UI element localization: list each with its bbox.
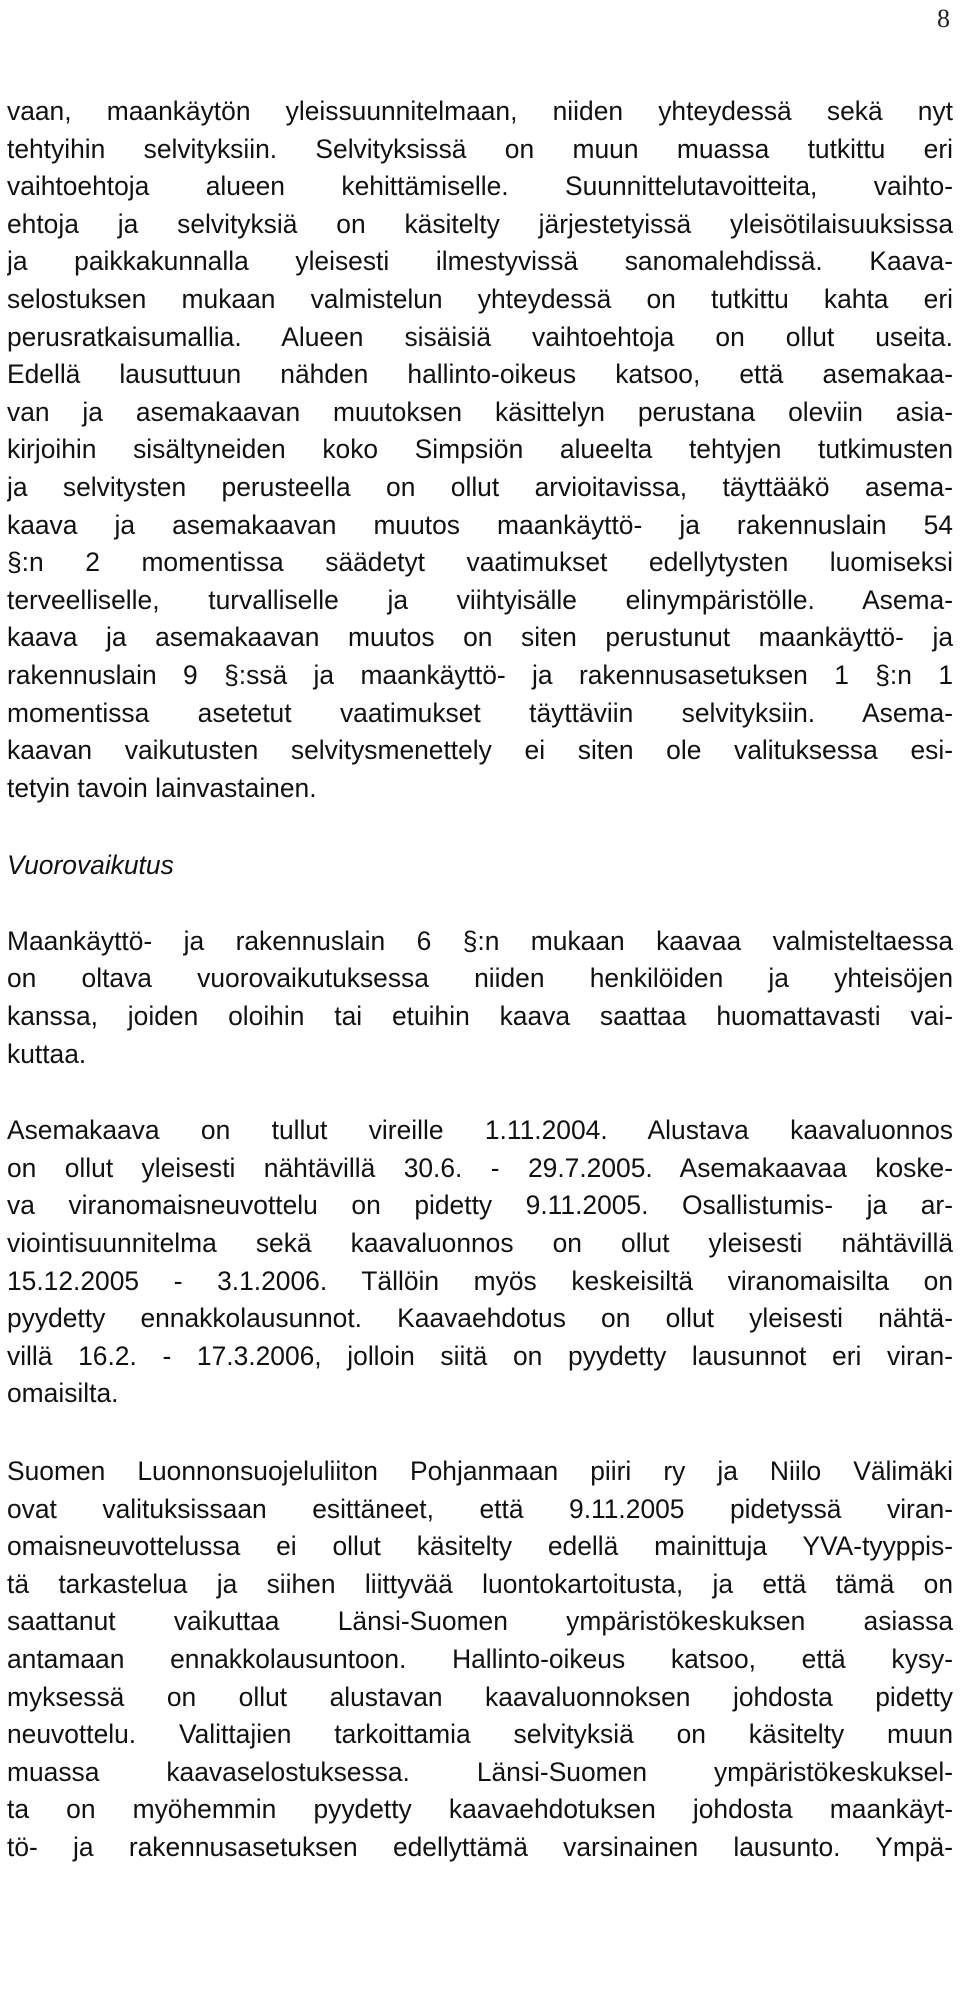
text-line: ja selvitysten perusteella on ollut arvioitavissa, täyttääkö asema- [7,471,953,502]
page-number: 8 [937,4,950,33]
text-line: va viranomaisneuvottelu on pidetty 9.11.2005. Osallistumis- ja ar- [7,1190,953,1221]
text-line: 15.12.2005 - 3.1.2006. Tällöin myös keskeisiltä viranomaisilta on [7,1265,953,1296]
text-line: kirjoihin sisältyneiden koko Simpsiön alueelta tehtyjen tutkimusten [7,434,953,465]
text-line: kaavan vaikutusten selvitysmenettely ei siten ole valituksessa esi- [7,735,953,766]
text-line: tetyin tavoin lainvastainen. [7,772,317,803]
paragraph-3 [7,1112,953,1413]
text-line: terveelliselle, turvalliselle ja viihtyisälle elinympäristölle. Asema- [7,584,953,615]
text-line: tä tarkastelua ja siihen liittyvää luontokartoitusta, ja että tämä on [7,1568,953,1599]
text-line: tö- ja rakennusasetuksen edellyttämä varsinainen lausunto. Ympä- [7,1831,953,1862]
text-line: kuttaa. [7,1038,87,1069]
text-line: Maankäyttö- ja rakennuslain 6 §:n mukaan kaavaa valmisteltaessa [7,925,953,956]
text-line: on ollut yleisesti nähtävillä 30.6. - 29.7.2005. Asemakaavaa koske- [7,1152,953,1183]
text-line: momentissa asetetut vaatimukset täyttäviin selvityksiin. Asema- [7,697,953,728]
text-line: on oltava vuorovaikutuksessa niiden henkilöiden ja yhteisöjen [7,963,953,994]
text-line: omaisilta. [7,1378,119,1409]
section-heading-vuorovaikutus: Vuorovaikutus [7,850,174,881]
text-line: selostuksen mukaan valmistelun yhteydessä on tutkittu kahta eri [7,283,953,314]
text-line: ehtoja ja selvityksiä on käsitelty järjestetyissä yleisötilaisuuksissa [7,208,953,239]
text-line: ta on myöhemmin pyydetty kaavaehdotuksen johdosta maankäyt- [7,1794,953,1825]
text-line: perusratkaisumallia. Alueen sisäisiä vaihtoehtoja on ollut useita. [7,321,953,352]
text-line: omaisneuvottelussa ei ollut käsitelty edellä mainittuja YVA-tyyppis- [7,1531,953,1562]
text-line: kanssa, joiden oloihin tai etuihin kaava saattaa huomattavasti vai- [7,1001,953,1032]
text-line: kaava ja asemakaavan muutos on siten perustunut maankäyttö- ja [7,622,953,653]
text-line: vaan, maankäytön yleissuunnitelmaan, niiden yhteydessä sekä nyt [7,96,953,126]
text-line: van ja asemakaavan muutoksen käsittelyn perustana oleviin asia- [7,396,953,427]
text-line: ovat valituksissaan esittäneet, että 9.11.2005 pidetyssä viran- [7,1493,953,1524]
text-line: ja paikkakunnalla yleisesti ilmestyvissä sanomalehdissä. Kaava- [7,246,953,277]
text-line: vaihtoehtoja alueen kehittämiselle. Suunnittelutavoitteita, vaihto- [7,171,953,202]
text-line: villä 16.2. - 17.3.2006, jolloin siitä on pyydetty lausunnot eri viran- [7,1340,953,1371]
text-line: Asemakaava on tullut vireille 1.11.2004. Alustava kaavaluonnos [7,1115,953,1146]
paragraph-1 [7,93,953,807]
text-line: antamaan ennakkolausuntoon. Hallinto-oikeus katsoo, että kysy- [7,1643,953,1674]
text-line: kaava ja asemakaavan muutos maankäyttö- ja rakennuslain 54 [7,509,953,540]
text-line: §:n 2 momentissa säädetyt vaatimukset edellytysten luomiseksi [7,547,953,578]
document-body [7,93,953,1867]
text-line: rakennuslain 9 §:ssä ja maankäyttö- ja rakennusasetuksen 1 §:n 1 [7,659,953,690]
text-line: saattanut vaikuttaa Länsi-Suomen ympäristökeskuksen asiassa [7,1606,953,1637]
text-line: Edellä lausuttuun nähden hallinto-oikeus katsoo, että asemakaa- [7,359,953,390]
text-line: tehtyihin selvityksiin. Selvityksissä on muun muassa tutkittu eri [7,133,953,164]
text-line: Suomen Luonnonsuojeluliiton Pohjanmaan piiri ry ja Niilo Välimäki [7,1456,953,1486]
paragraph-4 [7,1453,953,1867]
text-line: neuvottelu. Valittajien tarkoittamia selvityksiä on käsitelty muun [7,1719,953,1750]
text-line: muassa kaavaselostuksessa. Länsi-Suomen ympäristökeskuksel- [7,1756,953,1787]
text-line: pyydetty ennakkolausunnot. Kaavaehdotus on ollut yleisesti nähtä- [7,1303,953,1334]
paragraph-2 [7,923,953,1073]
text-line: myksessä on ollut alustavan kaavaluonnoksen johdosta pidetty [7,1681,953,1712]
text-line: viointisuunnitelma sekä kaavaluonnos on ollut yleisesti nähtävillä [7,1228,953,1259]
